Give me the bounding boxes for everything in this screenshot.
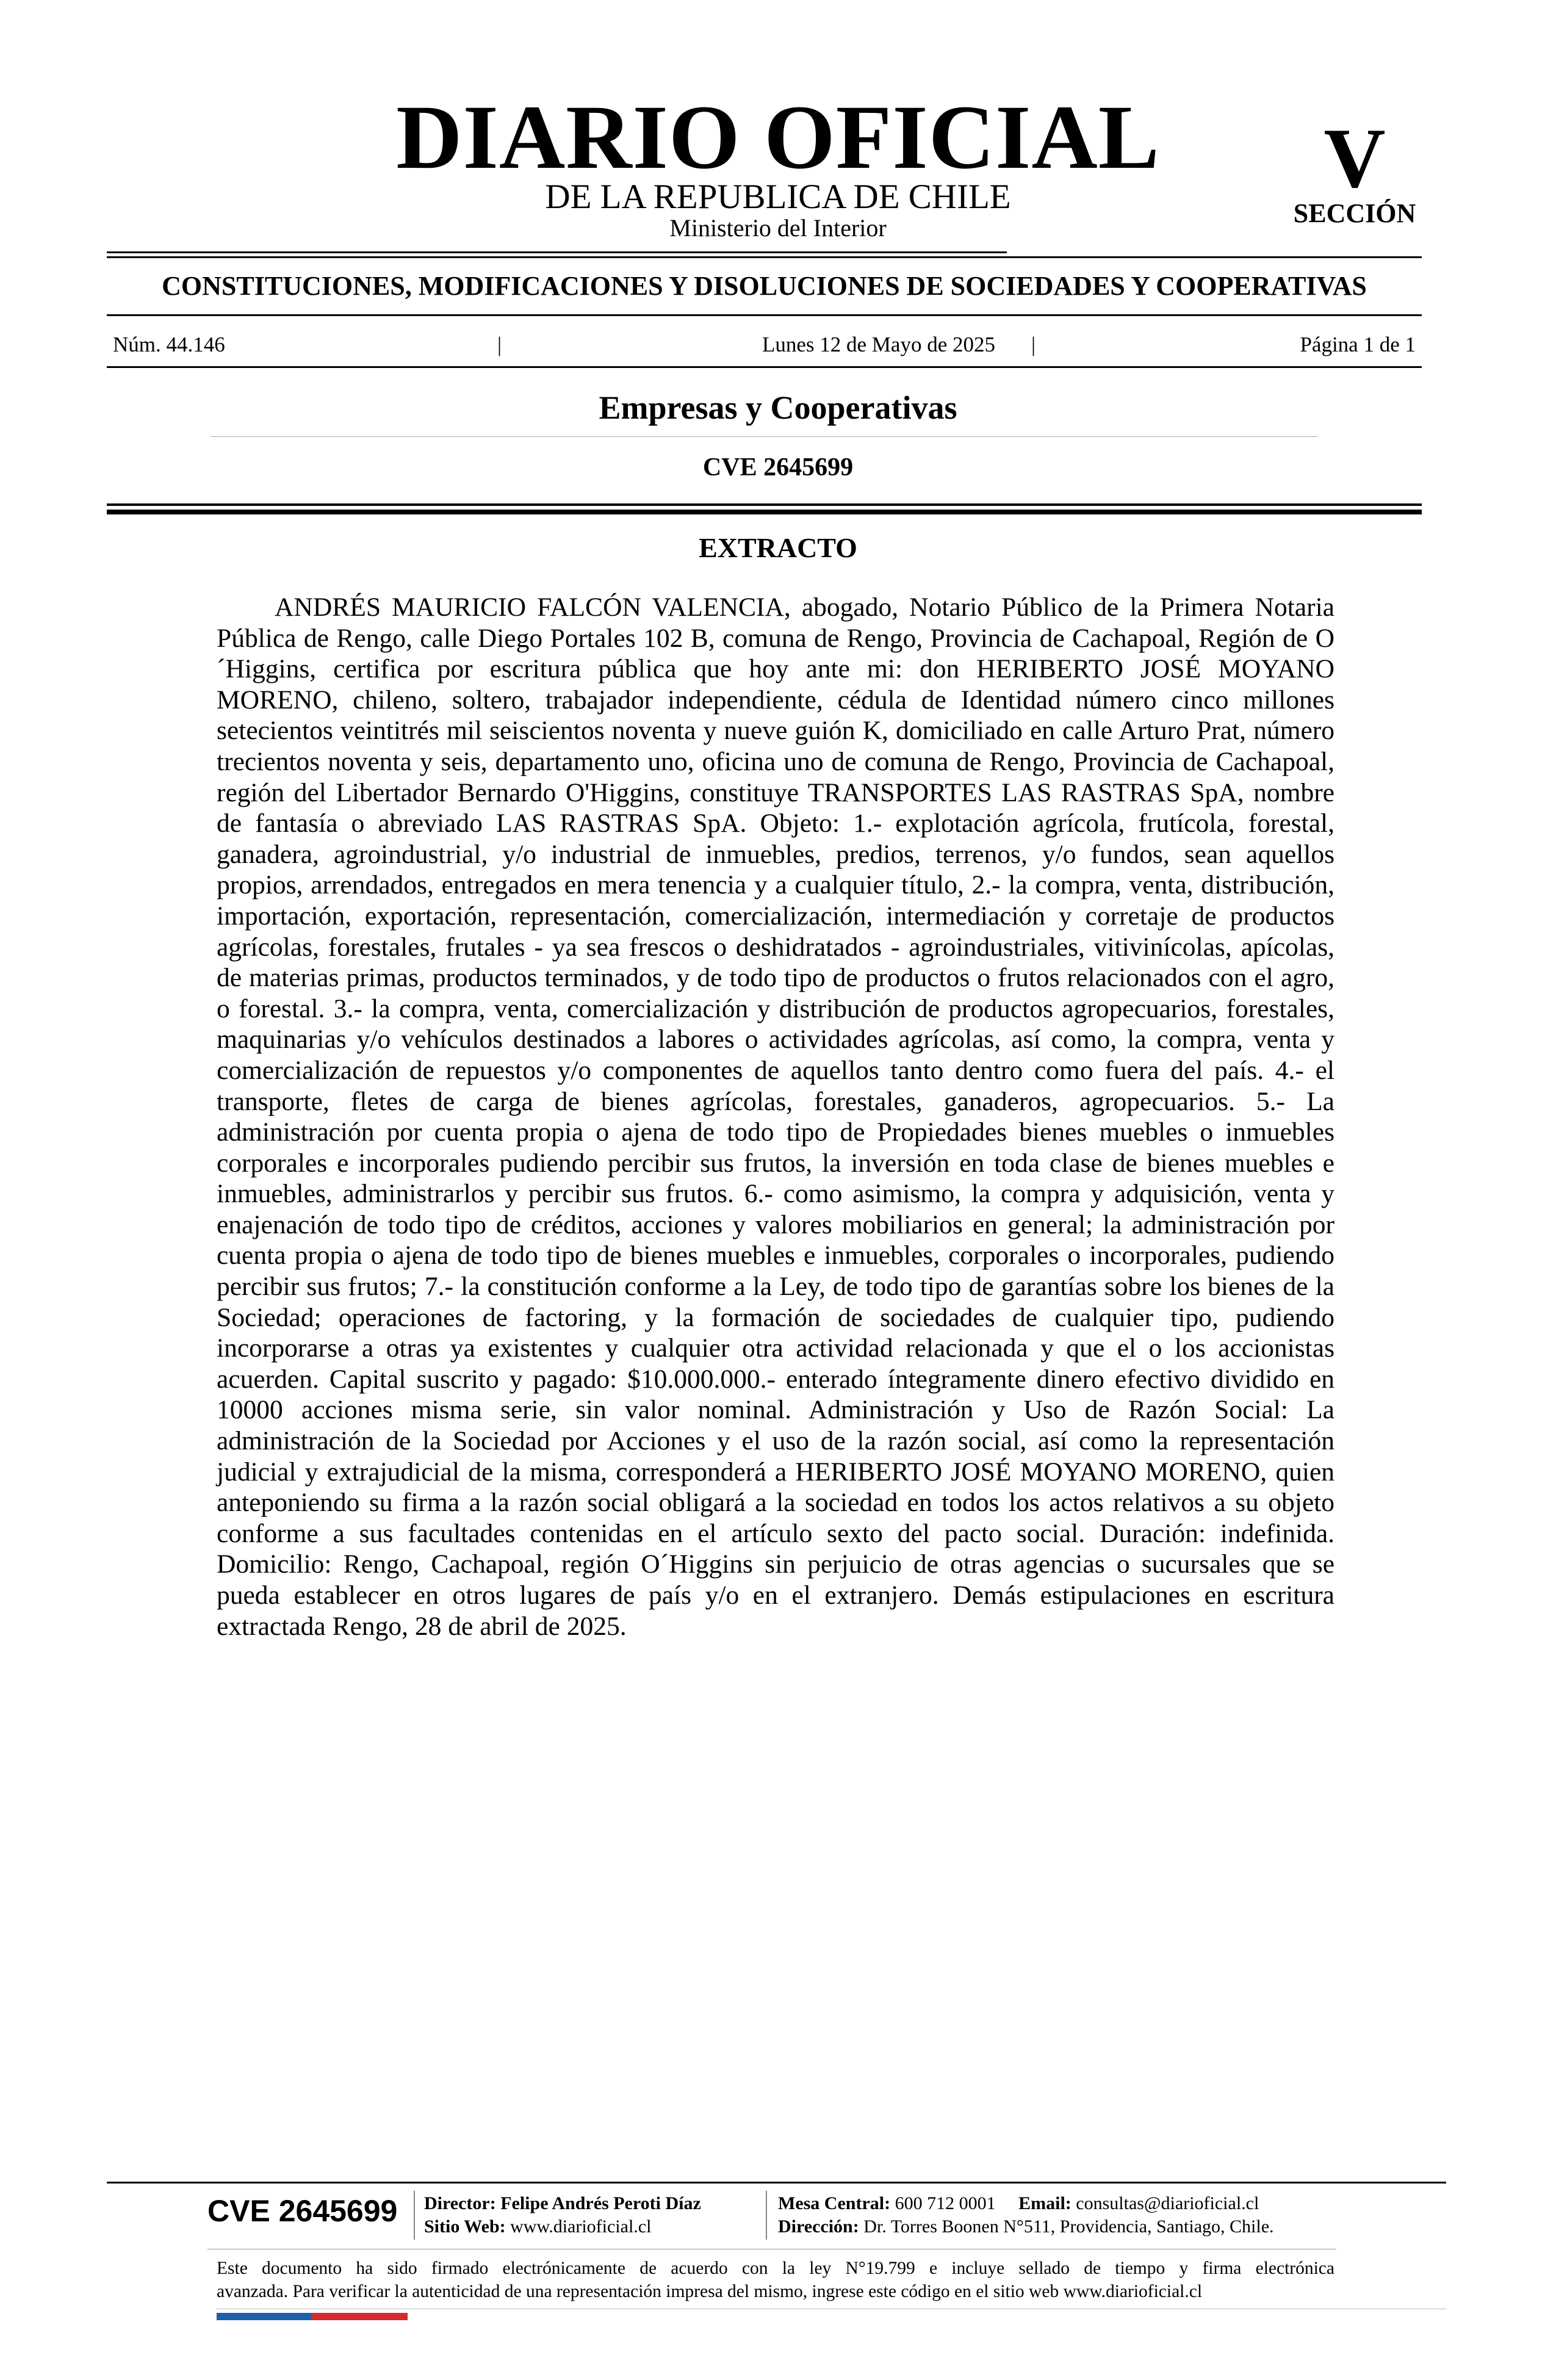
email-link[interactable]: consultas@diarioficial.cl [1076,2193,1259,2213]
section-numeral: V [1324,111,1386,206]
flag-stripe-red [311,2313,408,2320]
address-value: Dr. Torres Boonen N°511, Providencia, Santiago, Chile. [863,2216,1274,2237]
mesa-phone: 600 712 0001 [895,2193,996,2213]
masthead-subtitle: DE LA REPUBLICA DE CHILE [545,178,1011,216]
double-rule-thick [107,510,1422,514]
mesa-label: Mesa Central: [778,2193,891,2213]
section-divider [211,436,1318,437]
footer-rule [107,2182,1446,2183]
website-link[interactable]: www.diarioficial.cl [510,2216,652,2237]
email-label: Email: [1018,2193,1072,2213]
edition-meta [113,330,1416,360]
masthead-rule [107,251,1007,253]
director-label: Director: [424,2193,496,2213]
website-label: Sitio Web: [424,2216,506,2237]
meta-separator: | [497,333,502,356]
meta-rule [107,366,1422,368]
edition-date: Lunes 12 de Mayo de 2025 [762,333,995,356]
footer-cve-code: CVE 2645699 [207,2194,398,2228]
masthead-ministry: Ministerio del Interior [669,214,887,242]
director-name: Felipe Andrés Peroti Díaz [500,2193,701,2213]
cve-code: CVE 2645699 [702,453,854,481]
page-indicator: Página 1 de 1 [1300,333,1416,356]
footer-separator [766,2191,767,2240]
section-label: SECCIÓN [1293,198,1416,228]
meta-separator: | [1031,333,1036,356]
footer-contact-block [778,2192,1274,2238]
footer-disclaimer [217,2257,1334,2303]
disclaimer-line-1: Este documento ha sido firmado electrónicamente de acuerdo con la ley N°19.799 e incluye sellado de tiempo y firma electrónica [217,2259,1334,2278]
address-label: Dirección: [778,2216,859,2237]
section-title: Empresas y Cooperativas [599,389,957,426]
footer-director-block [424,2192,701,2238]
double-rule-thin [107,503,1422,506]
section-banner: CONSTITUCIONES, MODIFICACIONES Y DISOLUCIONES DE SOCIEDADES Y COOPERATIVAS [162,271,1367,301]
footer-separator [414,2191,415,2240]
masthead-title: DIARIO OFICIAL [396,87,1160,188]
banner-rule-bottom [107,314,1422,316]
edition-number: Núm. 44.146 [113,333,225,356]
flag-stripe-blue [217,2313,311,2320]
disclaimer-line-2: avanzada. Para verificar la autenticidad de una representación impresa del mismo, ingrese este código en el sitio web www.diarioficial.cl [217,2282,1203,2301]
document-body: ANDRÉS MAURICIO FALCÓN VALENCIA, abogado, Notario Público de la Primera Notaria Pública de Rengo, calle Diego Portales 102 B, comuna de Rengo, Provincia de Cachapoal, Región de O´Higgins, certifica por escritura pública que hoy ante mi: don HERIBERTO JOSÉ MOYANO MORENO, chileno, soltero, trabajador independiente, cédula de Identidad número cinco millones setecientos veintitrés mil seiscientos noventa y nueve guión K, domiciliado en calle Arturo Prat, número trecientos noventa y seis, departamento uno, oficina uno de comuna de Rengo, Provincia de Cachapoal, región del Libertador Bernardo O'Higgins, constituye TRANSPORTES LAS RASTRAS SpA, nombre de fantasía o abreviado LAS RASTRAS SpA. Objeto: 1.- explotación agrícola, frutícola, forestal, ganadera, agroindustrial, y/o industrial de inmuebles, predios, terrenos, y/o fundos, sean aquellos propios, arrendados, entregados en mera tenencia y a cualquier título, 2.- la compra, venta, distribución, importación, exportación, representación, comercialización, intermediación y corretaje de productos agrícolas, forestales, frutales - ya sea frescos o deshidratados - agroindustriales, vitivinícolas, apícolas, de materias primas, productos terminados, y de todo tipo de productos o frutos relacionados con el agro, o forestal. 3.- la compra, venta, comercialización y distribución de productos agropecuarios, forestales, maquinarias y/o vehículos destinados a labores o actividades agrícolas, así como, la compra, venta y comercialización de repuestos y/o componentes de aquellos tanto dentro como fuera del país. 4.- el transporte, fletes de carga de bienes agrícolas, forestales, ganaderos, agropecuarios. 5.- La administración por cuenta propia o ajena de todo tipo de Propiedades bienes muebles o inmuebles corporales e incorporales pudiendo percibir sus frutos, la inversión en toda clase de bienes muebles e inmuebles, administrarlos y percibir sus frutos. 6.- como asimismo, la compra y adquisición, venta y enajenación de todo tipo de créditos, acciones y valores mobiliarios en general; la administración por cuenta propia o ajena de todo tipo de bienes muebles e inmuebles, corporales o incorporales, pudiendo percibir sus frutos; 7.- la constitución conforme a la Ley, de todo tipo de garantías sobre los bienes de la Sociedad; operaciones de factoring, y la formación de sociedades de cualquier tipo, pudiendo incorporarse a otras ya existentes y cualquier otra actividad relacionada y que el o los accionistas acuerden. Capital suscrito y pagado: $10.000.000.- enterado íntegramente dinero efectivo dividido en 10000 acciones misma serie, sin valor nominal. Administración y Uso de Razón Social: La administración de la Sociedad por Acciones y el uso de la razón social, así como la representación judicial y extrajudicial de la misma, corresponderá a HERIBERTO JOSÉ MOYANO MORENO, quien anteponiendo su firma a la razón social obligará a la sociedad en todos los actos relativos a su objeto conforme a sus facultades contenidas en el artículo sexto del pacto social. Duración: indefinida. Domicilio: Rengo, Cachapoal, región O´Higgins sin perjuicio de otras agencias o sucursales que se pueda establecer en otros lugares de país y/o en el extranjero. Demás estipulaciones en escritura extractada Rengo, 28 de abril de 2025. [217,593,1334,1641]
document-title: EXTRACTO [699,532,857,563]
banner-rule-top [107,256,1422,258]
